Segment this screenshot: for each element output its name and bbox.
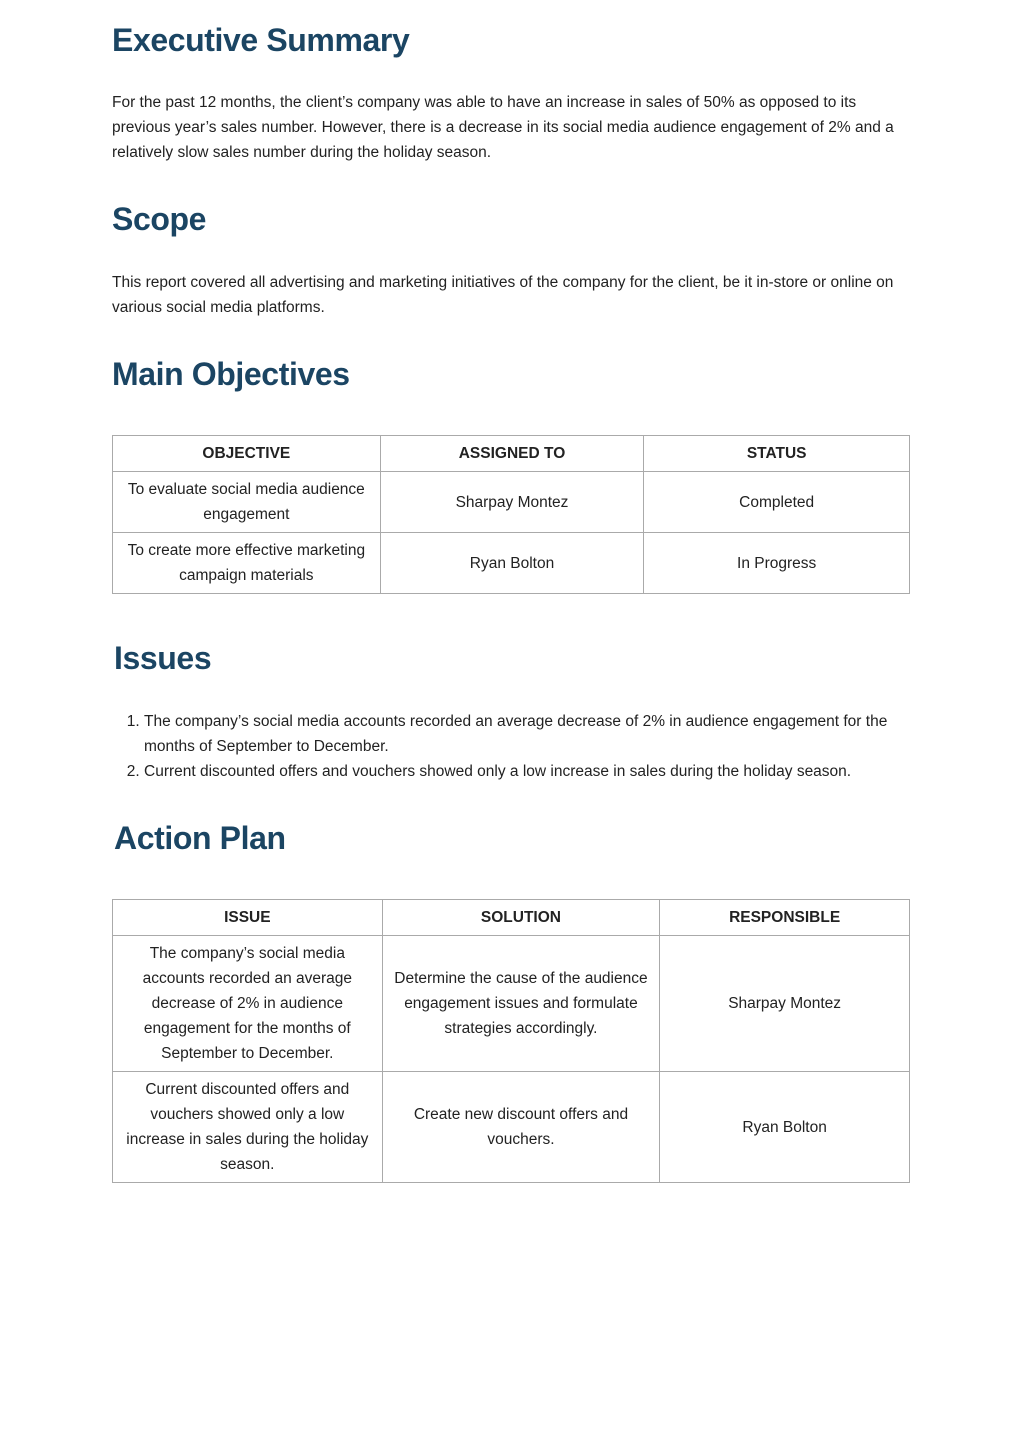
action-plan-heading: Action Plan [114, 820, 286, 856]
objectives-header-status: STATUS [644, 436, 910, 472]
action-plan-table [112, 899, 910, 1183]
objectives-header-row [113, 436, 910, 472]
table-row [113, 1072, 910, 1183]
status-cell: Completed [644, 472, 910, 533]
list-item: 1. The company’s social media accounts recorded an average decrease of 2% in audience engagement for the months of September to December. [144, 709, 910, 759]
table-row [113, 533, 910, 594]
objective-cell: To create more effective marketing campaign materials [113, 533, 381, 594]
status-cell: In Progress [644, 533, 910, 594]
solution-cell: Create new discount offers and vouchers. [382, 1072, 660, 1183]
objectives-table [112, 435, 910, 594]
responsible-cell: Sharpay Montez [660, 936, 910, 1072]
table-row [113, 936, 910, 1072]
executive-summary-body: For the past 12 months, the client’s company was able to have an increase in sales of 50% as opposed to its previous year’s sales number. However, there is a decrease in its social media audience engagement of 2% and a relatively slow sales number during the holiday season. [112, 94, 894, 161]
objective-cell: To evaluate social media audience engagement [113, 472, 381, 533]
action-header-responsible: RESPONSIBLE [660, 900, 910, 936]
action-plan-header-row [113, 900, 910, 936]
issue-cell: The company’s social media accounts recorded an average decrease of 2% in audience engagement for the months of September to December. [113, 936, 383, 1072]
objectives-header-objective: OBJECTIVE [113, 436, 381, 472]
action-header-solution: SOLUTION [382, 900, 660, 936]
executive-summary-heading: Executive Summary [112, 22, 410, 58]
assigned-cell: Ryan Bolton [380, 533, 644, 594]
issues-heading: Issues [114, 640, 212, 676]
assigned-cell: Sharpay Montez [380, 472, 644, 533]
issue-cell: Current discounted offers and vouchers showed only a low increase in sales during the holiday season. [113, 1072, 383, 1183]
solution-cell: Determine the cause of the audience engagement issues and formulate strategies accordingly. [382, 936, 660, 1072]
issues-list [112, 709, 910, 784]
main-objectives-heading: Main Objectives [112, 356, 350, 392]
objectives-header-assigned: ASSIGNED TO [380, 436, 644, 472]
action-header-issue: ISSUE [113, 900, 383, 936]
list-item: 2. Current discounted offers and vouchers showed only a low increase in sales during the holiday season. [144, 759, 910, 784]
responsible-cell: Ryan Bolton [660, 1072, 910, 1183]
table-row [113, 472, 910, 533]
scope-heading: Scope [112, 201, 207, 237]
scope-body: This report covered all advertising and marketing initiatives of the company for the client, be it in-store or online on various social media platforms. [112, 274, 894, 316]
